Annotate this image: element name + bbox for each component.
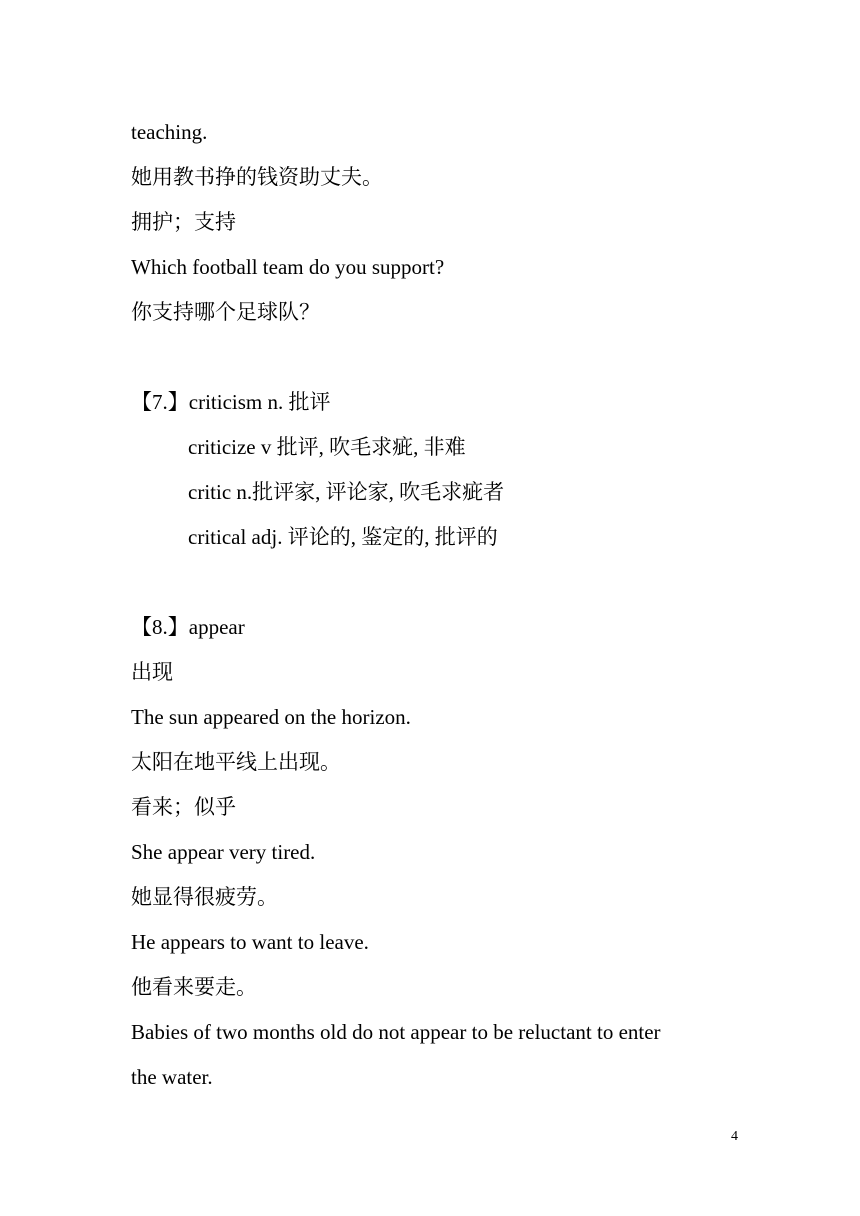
text-line: Which football team do you support? <box>131 255 445 279</box>
text-line: She appear very tired. <box>131 840 316 864</box>
text-line: 出现 <box>131 660 173 684</box>
text-line: 拥护；支持 <box>131 210 236 234</box>
text-line: teaching. <box>131 120 208 144</box>
text-line: The sun appeared on the horizon. <box>131 705 411 729</box>
text-line: 你支持哪个足球队？ <box>131 300 320 324</box>
blank-line <box>131 335 741 380</box>
vocab-item: criticize v 批评, 吹毛求疵, 非难 <box>188 435 466 459</box>
text-line: 她显得很疲劳。 <box>131 885 278 909</box>
text-line: 看来；似乎 <box>131 795 236 819</box>
document-body <box>131 110 741 1100</box>
page-number: 4 <box>731 1129 738 1144</box>
text-line: the water. <box>131 1065 213 1089</box>
vocab-item: critic n.批评家, 评论家, 吹毛求疵者 <box>188 480 505 504</box>
section-heading: 【8.】appear <box>131 615 245 639</box>
text-line: He appears to want to leave. <box>131 930 369 954</box>
blank-line <box>131 560 741 605</box>
text-line: 他看来要走。 <box>131 975 257 999</box>
section-heading: 【7.】criticism n. 批评 <box>131 390 331 414</box>
text-line: 太阳在地平线上出现。 <box>131 750 341 774</box>
text-line: Babies of two months old do not appear to be reluctant to enter <box>131 1020 661 1044</box>
vocab-item: critical adj. 评论的, 鉴定的, 批评的 <box>188 525 498 549</box>
text-line: 她用教书挣的钱资助丈夫。 <box>131 165 383 189</box>
